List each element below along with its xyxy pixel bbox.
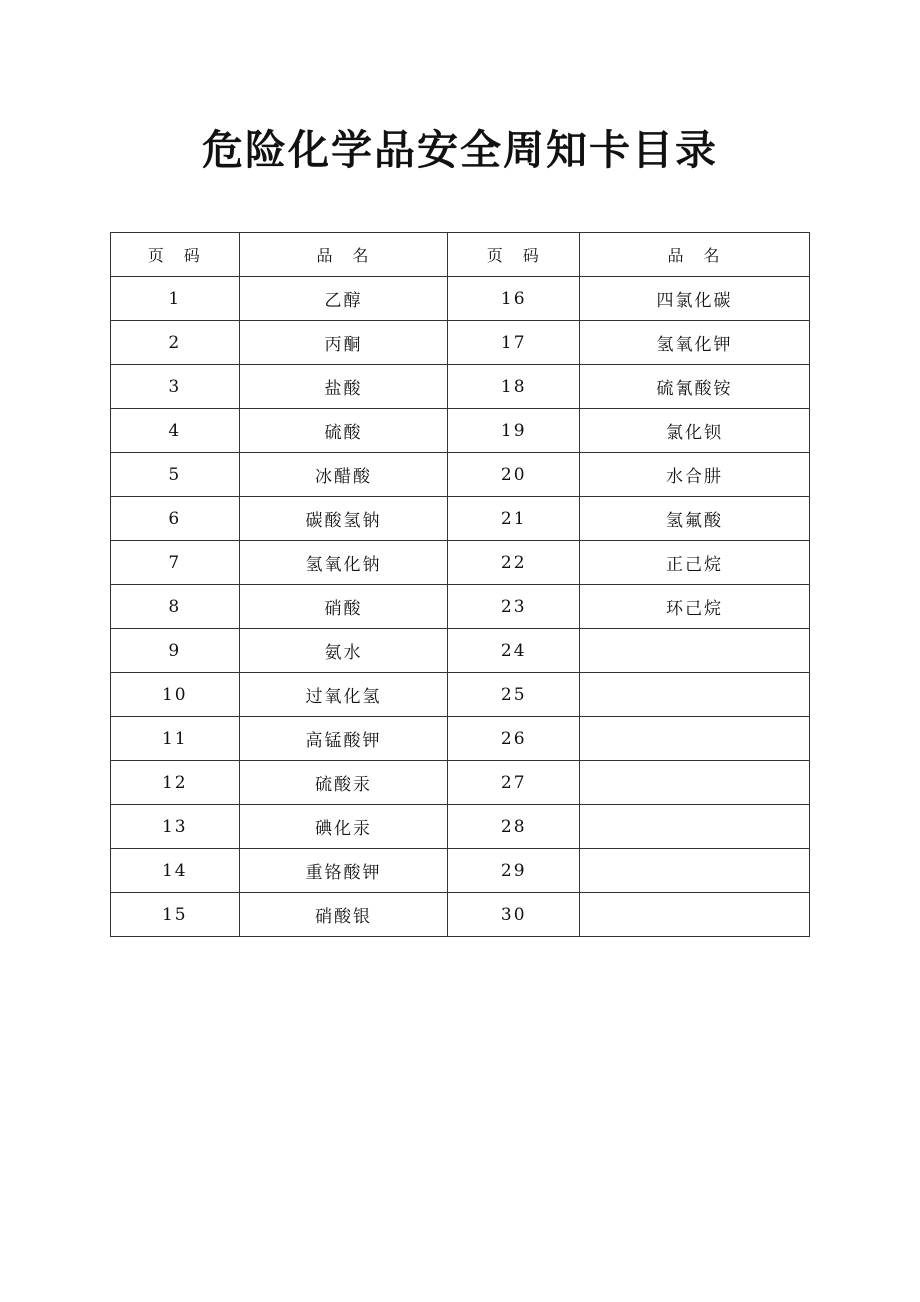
table-row [111,805,810,849]
page-cell-right: 19 [448,409,580,453]
name-cell-right: 环己烷 [580,585,810,629]
name-cell-left: 重铬酸钾 [239,849,448,893]
name-cell-left: 过氧化氢 [239,673,448,717]
page-cell-left: 5 [111,453,240,497]
page-cell-left: 1 [111,277,240,321]
name-cell-right: 氯化钡 [580,409,810,453]
page-cell-left: 8 [111,585,240,629]
header-name-left: 品 名 [239,233,448,277]
name-cell-right [580,673,810,717]
table-row [111,497,810,541]
name-cell-right [580,805,810,849]
page-cell-left: 2 [111,321,240,365]
table-row [111,365,810,409]
page-cell-left: 13 [111,805,240,849]
page-cell-right: 24 [448,629,580,673]
header-page-right: 页 码 [448,233,580,277]
page-cell-left: 9 [111,629,240,673]
page-cell-left: 12 [111,761,240,805]
page-cell-right: 16 [448,277,580,321]
name-cell-left: 硝酸银 [239,893,448,937]
page-cell-right: 18 [448,365,580,409]
name-cell-left: 碘化汞 [239,805,448,849]
name-cell-right [580,717,810,761]
page-cell-right: 20 [448,453,580,497]
page-cell-right: 17 [448,321,580,365]
table-row [111,453,810,497]
table-row [111,673,810,717]
name-cell-left: 乙醇 [239,277,448,321]
name-cell-right [580,849,810,893]
table-row [111,321,810,365]
table-row [111,717,810,761]
name-cell-right [580,761,810,805]
table-header-row [111,233,810,277]
table-row [111,585,810,629]
page-cell-left: 10 [111,673,240,717]
name-cell-right: 正己烷 [580,541,810,585]
page-cell-right: 23 [448,585,580,629]
catalog-table [110,232,810,937]
page-cell-left: 3 [111,365,240,409]
name-cell-left: 盐酸 [239,365,448,409]
name-cell-right: 水合肼 [580,453,810,497]
page-cell-left: 6 [111,497,240,541]
table-row [111,761,810,805]
name-cell-right: 硫氰酸铵 [580,365,810,409]
page-cell-left: 7 [111,541,240,585]
table-row [111,629,810,673]
page-cell-right: 28 [448,805,580,849]
name-cell-left: 高锰酸钾 [239,717,448,761]
table-row [111,849,810,893]
name-cell-left: 丙酮 [239,321,448,365]
header-page-left: 页 码 [111,233,240,277]
page-cell-right: 29 [448,849,580,893]
name-cell-left: 硫酸汞 [239,761,448,805]
table-row [111,409,810,453]
header-name-right: 品 名 [580,233,810,277]
page-cell-left: 15 [111,893,240,937]
page-cell-left: 14 [111,849,240,893]
table-row [111,277,810,321]
table-row [111,893,810,937]
table-row [111,541,810,585]
name-cell-right: 氢氧化钾 [580,321,810,365]
name-cell-left: 硫酸 [239,409,448,453]
name-cell-left: 冰醋酸 [239,453,448,497]
name-cell-left: 氨水 [239,629,448,673]
page-cell-right: 30 [448,893,580,937]
page-cell-left: 4 [111,409,240,453]
page-cell-right: 26 [448,717,580,761]
catalog-body [111,277,810,937]
page-cell-right: 22 [448,541,580,585]
name-cell-left: 硝酸 [239,585,448,629]
page-cell-right: 27 [448,761,580,805]
name-cell-left: 碳酸氢钠 [239,497,448,541]
name-cell-left: 氢氧化钠 [239,541,448,585]
page-cell-right: 21 [448,497,580,541]
document-title: 危险化学品安全周知卡目录 [202,126,718,174]
name-cell-right: 四氯化碳 [580,277,810,321]
name-cell-right [580,629,810,673]
page-cell-left: 11 [111,717,240,761]
page-cell-right: 25 [448,673,580,717]
name-cell-right: 氢氟酸 [580,497,810,541]
name-cell-right [580,893,810,937]
